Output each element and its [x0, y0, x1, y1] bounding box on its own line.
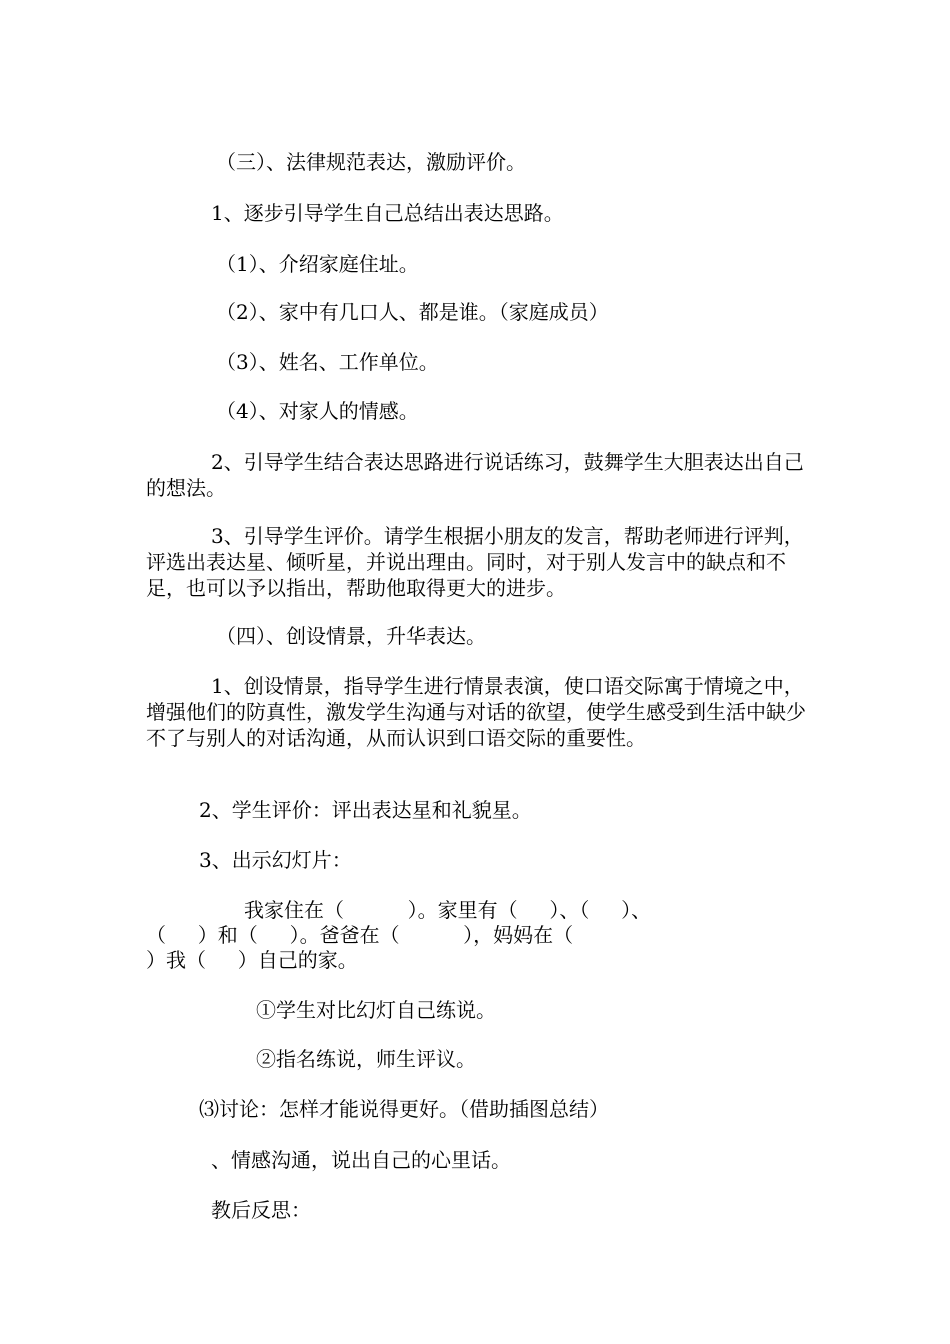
paragraph-scenario: 1、创设情景，指导学生进行情景表演，使口语交际寓于情境之中，增强他们的防真性，激发学生沟通与对话的欲望，使学生感受到生活中缺少不了与别人的对话沟通，从而认识到口语交际的重要性。	[146, 674, 806, 750]
paragraph-step-3: 3、引导学生评价。请学生根据小朋友的发言，帮助老师进行评判，评选出表达星、倾听星，并说出理由。同时，对于别人发言中的缺点和不足，也可以予以指出，帮助他取得更大的进步。	[146, 524, 804, 600]
list-item-2: （2）、家中有几口人、都是谁。（家庭成员）	[216, 300, 609, 324]
paragraph-step-2: 2、引导学生结合表达思路进行说话练习，鼓舞学生大胆表达出自己的想法。	[146, 450, 804, 500]
section-heading-3: （三）、法律规范表达，激励评价。	[216, 150, 526, 174]
list-item-1: （1）、介绍家庭住址。	[216, 252, 419, 276]
paragraph-evaluation: 2、学生评价：评出表达星和礼貌星。	[199, 798, 532, 822]
reflection-heading: 教后反思：	[211, 1198, 311, 1222]
list-item-4: （4）、对家人的情感。	[216, 399, 419, 423]
emotional-communication: 、情感沟通，说出自己的心里话。	[211, 1148, 511, 1172]
practice-item-2: ②指名练说，师生评议。	[256, 1047, 476, 1071]
discussion-item: ⑶讨论：怎样才能说得更好。（借助插图总结）	[199, 1097, 609, 1121]
section-heading-4: （四）、创设情景，升华表达。	[216, 624, 486, 648]
list-item-3: （3）、姓名、工作单位。	[216, 350, 439, 374]
fill-in-line-2: （ ）和（ ）。爸爸在（ ），妈妈在（	[146, 923, 574, 947]
paragraph-step-1: 1、逐步引导学生自己总结出表达思路。	[211, 201, 564, 225]
fill-in-line-1: 我家住在（ ）。家里有（ ）、（ ）、	[244, 898, 652, 922]
paragraph-slide: 3、出示幻灯片：	[199, 848, 352, 872]
fill-in-line-3: ）我（ ）自己的家。	[146, 948, 358, 972]
practice-item-1: ①学生对比幻灯自己练说。	[256, 998, 496, 1022]
